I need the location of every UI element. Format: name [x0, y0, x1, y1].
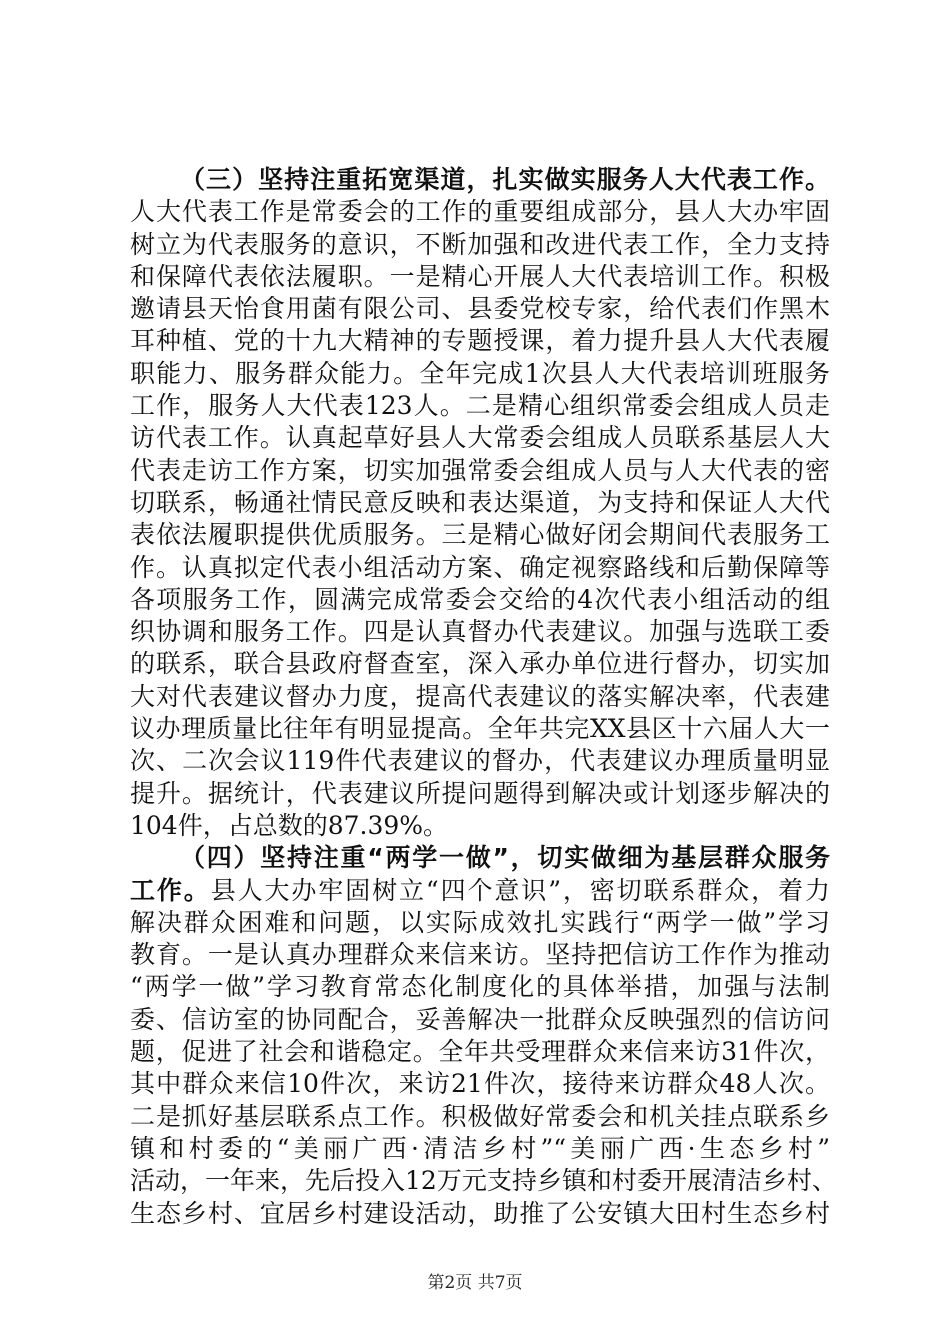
paragraph-line: 大对代表建议督办力度，提高代表建议的落实解决率，代表建 [130, 681, 830, 711]
section-4-heading-end: 工作。 [130, 875, 211, 905]
document-body [130, 164, 837, 1230]
paragraph-line: 镇和村委的“美丽广西·清洁乡村”“美丽广西·生态乡村” [130, 1133, 830, 1163]
paragraph-line: 解决群众困难和问题，以实际成效扎实践行“两学一做”学习 [130, 907, 830, 937]
paragraph-line: 104件，占总数的87.39%。 [130, 810, 449, 840]
paragraph-line: 职能力、服务群众能力。全年完成1次县人大代表培训班服务 [130, 358, 830, 388]
paragraph-line: 和保障代表依法履职。一是精心开展人大代表培训工作。积极 [130, 261, 830, 291]
paragraph-line: 生态乡村、宜居乡村建设活动，助推了公安镇大田村生态乡村 [130, 1198, 830, 1228]
paragraph-line: 耳种植、党的十九大精神的专题授课，着力提升县人大代表履 [130, 326, 830, 356]
paragraph-line: 教育。一是认真办理群众来信来访。坚持把信访工作作为推动 [130, 940, 830, 970]
section-4-heading: （四）坚持注重“两学一做”，切实做细为基层群众服务 [180, 843, 830, 873]
paragraph-line: 提升。据统计，代表建议所提问题得到解决或计划逐步解决的 [130, 778, 830, 808]
paragraph-line: 议办理质量比往年有明显提高。全年共完XX县区十六届人大一 [130, 714, 830, 744]
page-number-footer: 第2页 共7页 [427, 1273, 523, 1293]
paragraph-line: 各项服务工作，圆满完成常委会交给的4次代表小组活动的组 [130, 584, 830, 614]
paragraph-line: 人大代表工作是常委会的工作的重要组成部分，县人大办牢固 [130, 197, 830, 227]
paragraph-line: 切联系，畅通社情民意反映和表达渠道，为支持和保证人大代 [130, 487, 830, 517]
paragraph-line: 访代表工作。认真起草好县人大常委会组成人员联系基层人大 [130, 423, 830, 453]
paragraph-line: 工作，服务人大代表123人。二是精心组织常委会组成人员走 [130, 391, 830, 421]
paragraph-line: 织协调和服务工作。四是认真督办代表建议。加强与选联工委 [130, 617, 830, 647]
paragraph-line: 次、二次会议119件代表建议的督办，代表建议办理质量明显 [130, 746, 830, 776]
paragraph-line: 树立为代表服务的意识，不断加强和改进代表工作，全力支持 [130, 229, 830, 259]
paragraph-line: 代表走访工作方案，切实加强常委会组成人员与人大代表的密 [130, 455, 830, 485]
paragraph-line: 委、信访室的协同配合，妥善解决一批群众反映强烈的信访问 [130, 1004, 830, 1034]
paragraph-line: 邀请县天怡食用菌有限公司、县委党校专家，给代表们作黑木 [130, 294, 830, 324]
paragraph-line: 二是抓好基层联系点工作。积极做好常委会和机关挂点联系乡 [130, 1101, 830, 1131]
paragraph-line: “两学一做”学习教育常态化制度化的具体举措，加强与法制 [130, 972, 830, 1002]
paragraph-line: 其中群众来信10件次，来访21件次，接待来访群众48人次。 [130, 1069, 830, 1099]
section-3-heading: （三）坚持注重拓宽渠道，扎实做实服务人大代表工作。 [180, 165, 830, 194]
paragraph-line: 的联系，联合县政府督查室，深入承办单位进行督办，切实加 [130, 649, 830, 679]
paragraph-line: 题，促进了社会和谐稳定。全年共受理群众来信来访31件次， [130, 1037, 830, 1067]
paragraph-text: 县人大办牢固树立“四个意识”，密切联系群众，着力 [210, 875, 830, 905]
paragraph-line: 作。认真拟定代表小组活动方案、确定视察路线和后勤保障等 [130, 552, 830, 582]
paragraph-line [130, 875, 830, 907]
paragraph-line: 表依法履职提供优质服务。三是精心做好闭会期间代表服务工 [130, 520, 830, 550]
paragraph-line: 活动，一年来，先后投入12万元支持乡镇和村委开展清洁乡村、 [130, 1166, 837, 1196]
